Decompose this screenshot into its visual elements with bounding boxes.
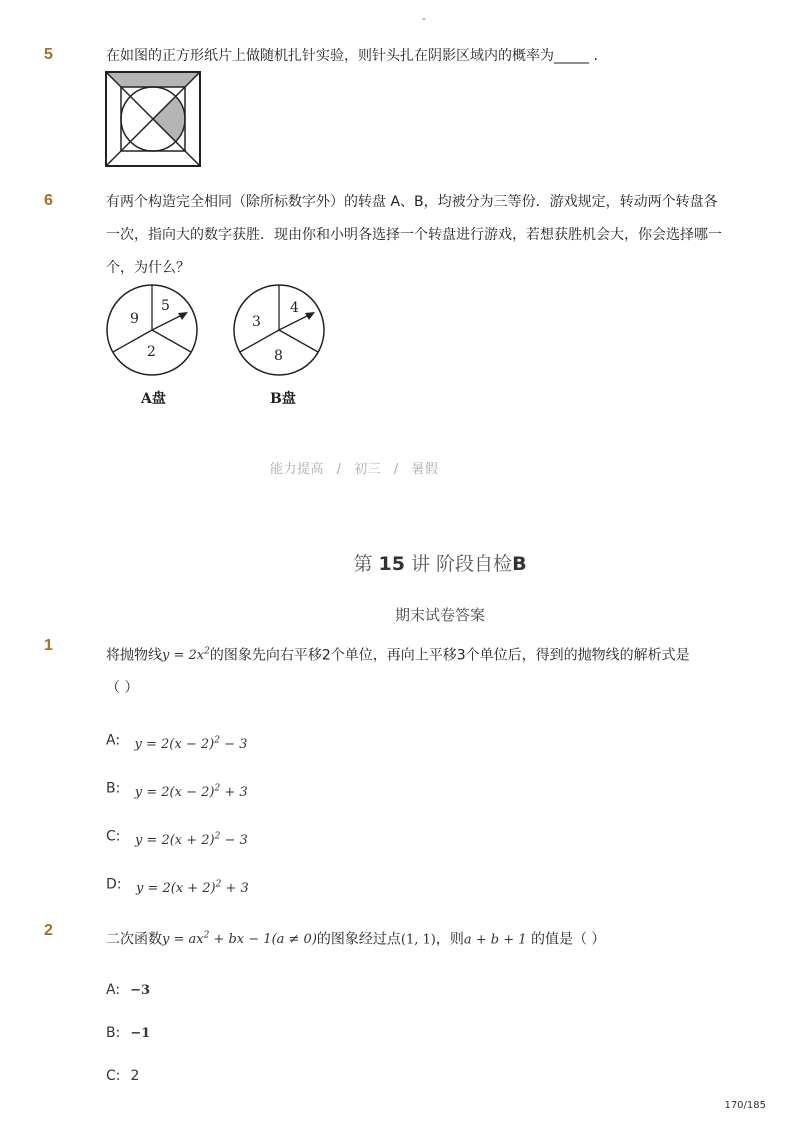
breadcrumb-separator: /: [393, 462, 399, 477]
dial-b-value-1: 3: [252, 314, 261, 330]
breadcrumb: [270, 458, 438, 477]
problem-1-option-d[interactable]: D: $y = 2(x + 2)^2 + 3$: [106, 876, 249, 897]
breadcrumb-separator: /: [336, 462, 342, 477]
header-mark: -: [422, 14, 426, 25]
question-number-6: 6: [44, 192, 53, 209]
dial-b: [234, 285, 324, 375]
breadcrumb-item-ability[interactable]: 能力提高: [270, 462, 325, 477]
problem-number-2: 2: [44, 922, 53, 939]
problem-2-text: 二次函数$y = ax^2$ + bx − 1(a ≠ 0)的图象经过点(1, 1)，则a + b + 1 的值是（ ）: [106, 931, 606, 948]
lesson-title: 第 15 讲 阶段自检B: [353, 553, 527, 575]
spinner-dials-figure: [104, 282, 334, 378]
dial-a-value-2: 5: [161, 298, 170, 314]
problem-1-option-b[interactable]: B: $y = 2(x - 2)^2 + 3$: [106, 780, 248, 801]
page-number: 170/185: [724, 1100, 766, 1111]
dial-b-label: B盘: [270, 391, 296, 407]
square-target-figure: [105, 71, 201, 167]
problem-2-option-c[interactable]: C: 2: [106, 1068, 140, 1084]
problem-2-option-a[interactable]: A: −3: [106, 982, 151, 998]
dial-b-value-2: 4: [290, 300, 299, 316]
question-6-text: 有两个构造完全相同（除所标数字外）的转盘 A、B，均被分为三等份．游戏规定，转动两个转盘各一次，指向大的数字获胜．现由你和小明各选择一个转盘进行游戏，若想获胜机会大，你会选择哪一个，为什么？: [106, 194, 722, 276]
dial-a-value-1: 9: [130, 311, 139, 327]
section-subtitle: 期末试卷答案: [394, 606, 485, 624]
problem-1-option-c[interactable]: C: $y = 2(x + 2)^2 - 3$: [106, 828, 248, 849]
problem-1-text: 将抛物线$y = 2x^2$的图象先向右平移2个单位，再向上平移3个单位后，得到的抛物线的解析式是 （ ）: [106, 647, 690, 697]
dial-a-label: A盘: [141, 391, 166, 407]
question-5-text: 在如图的正方形纸片上做随机扎针实验，则针头扎在阴影区域内的概率为_____ .: [106, 48, 598, 64]
problem-2-option-b[interactable]: B: −1: [106, 1025, 151, 1041]
breadcrumb-item-summer[interactable]: 暑假: [411, 462, 439, 477]
breadcrumb-item-grade[interactable]: 初三: [354, 462, 382, 477]
dial-a-value-3: 2: [147, 344, 156, 360]
question-number-5: 5: [44, 46, 53, 63]
problem-number-1: 1: [44, 637, 53, 654]
dial-b-value-3: 8: [274, 348, 283, 364]
dial-a: [107, 285, 197, 375]
problem-1-option-a[interactable]: A: $y = 2(x - 2)^2 - 3$: [106, 732, 248, 753]
